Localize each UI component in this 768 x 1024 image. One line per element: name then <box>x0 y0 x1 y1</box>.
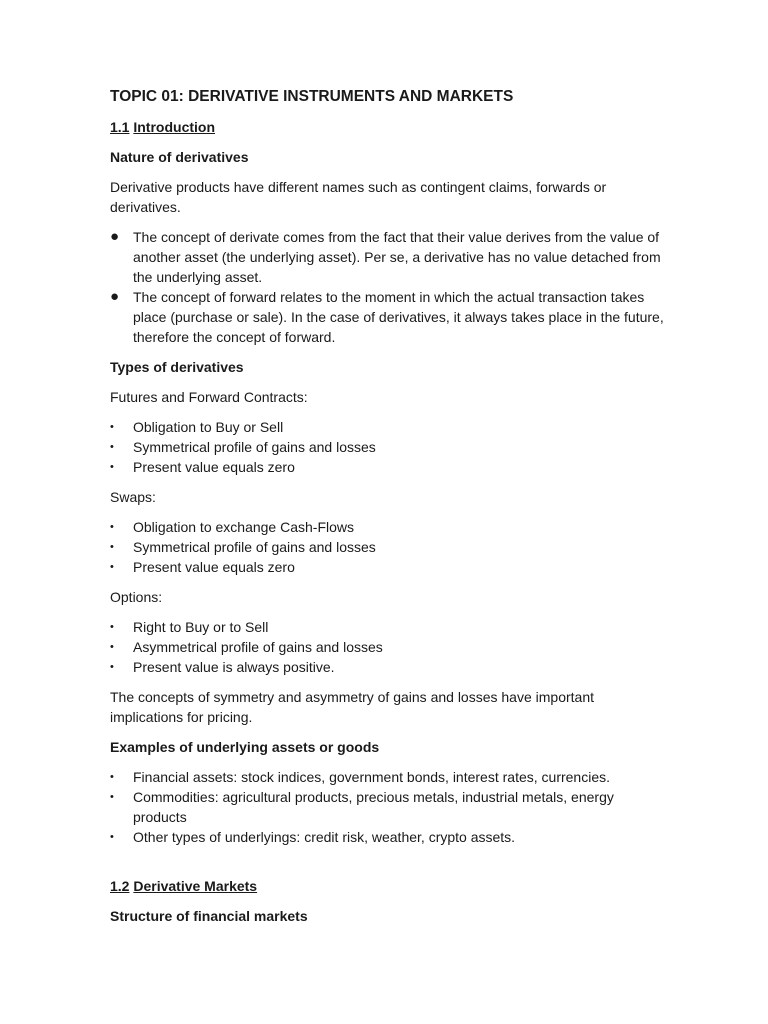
bullet-icon: • <box>110 641 114 653</box>
list-item-text: Obligation to exchange Cash-Flows <box>133 519 355 535</box>
swaps-label: Swaps: <box>110 489 156 505</box>
section-label: Introduction <box>133 119 216 135</box>
subheading-types: Types of derivatives <box>110 359 244 375</box>
bullet-icon: • <box>110 421 114 433</box>
types-conclusion-paragraph: The concepts of symmetry and asymmetry of gains and losses have important implications for pricing. <box>110 689 594 725</box>
list-item <box>110 557 670 577</box>
page-title: TOPIC 01: DERIVATIVE INSTRUMENTS AND MARKETS <box>110 88 514 105</box>
list-item-text: Present value is always positive. <box>133 659 335 675</box>
bullet-icon: • <box>110 441 114 453</box>
list-item <box>110 437 670 457</box>
futures-bullet-list <box>110 417 670 477</box>
list-item <box>110 227 670 287</box>
list-item-text: Symmetrical profile of gains and losses <box>133 539 376 555</box>
subheading-examples: Examples of underlying assets or goods <box>110 739 380 755</box>
nature-bullet-list <box>110 227 670 347</box>
list-item <box>110 417 670 437</box>
list-item <box>110 767 670 787</box>
section-heading-introduction <box>110 117 670 137</box>
list-item-text: Present value equals zero <box>133 459 295 475</box>
list-item <box>110 657 670 677</box>
subheading-nature: Nature of derivatives <box>110 149 249 165</box>
section-number: 1.2 <box>110 878 130 894</box>
nature-intro-paragraph: Derivative products have different names such as contingent claims, forwards or derivatives. <box>110 179 607 215</box>
list-item <box>110 637 670 657</box>
bullet-icon: ● <box>110 228 120 245</box>
bullet-icon: • <box>110 621 114 633</box>
list-item-text: The concept of forward relates to the moment in which the actual transaction takes place (purchase or sale). In the case of derivatives, it always takes place in the future, therefore the concept of forward. <box>133 289 664 345</box>
list-item-text: Present value equals zero <box>133 559 295 575</box>
bullet-icon: • <box>110 771 114 783</box>
list-item <box>110 537 670 557</box>
document-page <box>110 86 670 936</box>
bullet-icon: • <box>110 661 114 673</box>
list-item-text: Symmetrical profile of gains and losses <box>133 439 376 455</box>
list-item <box>110 787 670 827</box>
list-item-text: Commodities: agricultural products, precious metals, industrial metals, energy products <box>133 789 614 825</box>
bullet-icon: ● <box>110 288 120 305</box>
bullet-icon: • <box>110 521 114 533</box>
options-label: Options: <box>110 589 163 605</box>
list-item-text: Financial assets: stock indices, government bonds, interest rates, currencies. <box>133 769 610 785</box>
list-item-text: Right to Buy or to Sell <box>133 619 269 635</box>
swaps-bullet-list <box>110 517 670 577</box>
section-heading-derivative-markets <box>110 876 670 896</box>
section-label: Derivative Markets <box>133 878 258 894</box>
list-item <box>110 827 670 847</box>
list-item-text: Asymmetrical profile of gains and losses <box>133 639 383 655</box>
list-item <box>110 617 670 637</box>
list-item <box>110 457 670 477</box>
list-item-text: The concept of derivate comes from the fact that their value derives from the value of another asset (the underlying asset). Per se, a derivative has no value detached from the underlying asset. <box>133 229 661 285</box>
list-item <box>110 517 670 537</box>
examples-bullet-list <box>110 767 670 847</box>
list-item-text: Other types of underlyings: credit risk, weather, crypto assets. <box>133 829 516 845</box>
bullet-icon: • <box>110 791 114 803</box>
subheading-structure: Structure of financial markets <box>110 908 308 924</box>
bullet-icon: • <box>110 831 114 843</box>
list-item <box>110 287 670 347</box>
futures-label: Futures and Forward Contracts: <box>110 389 308 405</box>
section-number: 1.1 <box>110 119 130 135</box>
bullet-icon: • <box>110 561 114 573</box>
options-bullet-list <box>110 617 670 677</box>
section-spacer <box>110 857 670 876</box>
list-item-text: Obligation to Buy or Sell <box>133 419 284 435</box>
bullet-icon: • <box>110 461 114 473</box>
bullet-icon: • <box>110 541 114 553</box>
